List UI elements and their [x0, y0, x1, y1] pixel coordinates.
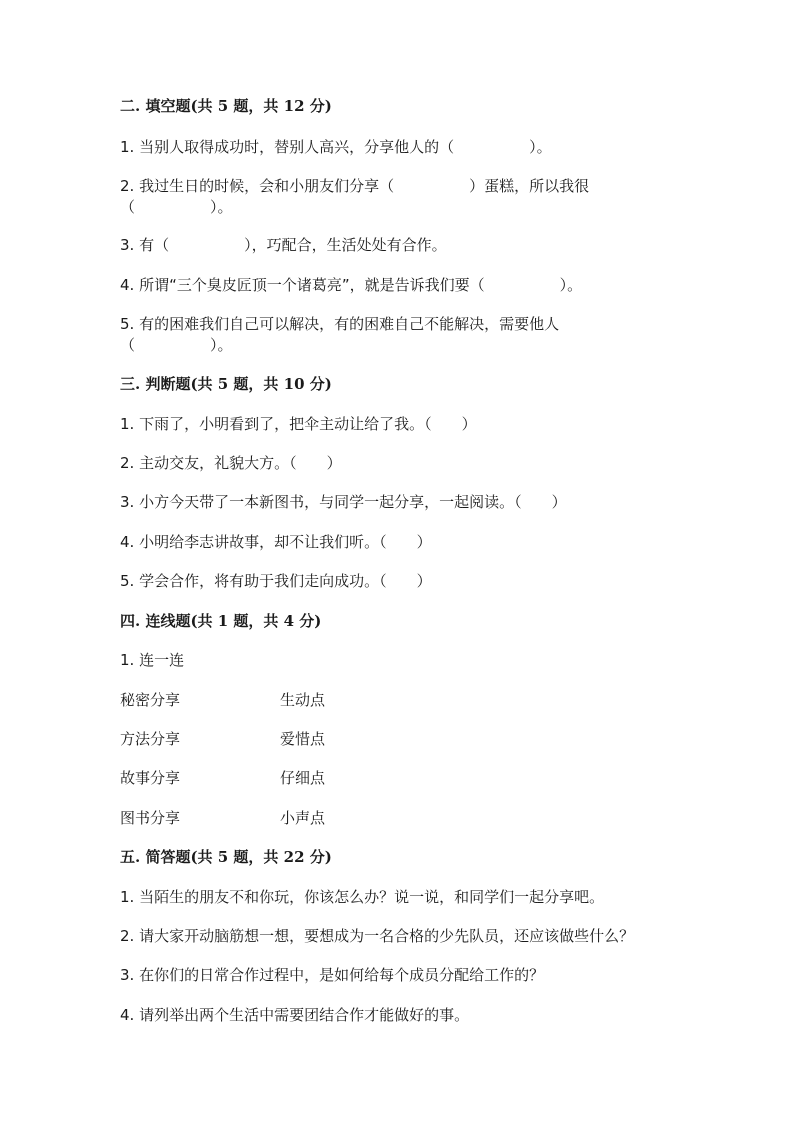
question-text: 5. 学会合作，将有助于我们走向成功。（ ）	[120, 572, 432, 590]
question-text-continued: （ ）。	[120, 198, 233, 216]
question-text-continued: （ ）。	[120, 336, 233, 354]
match-right-item: 爱惜点	[280, 730, 326, 748]
question-text: 1. 下雨了，小明看到了，把伞主动让给了我。（ ）	[120, 415, 477, 433]
question-text: 4. 所谓“三个臭皮匠顶一个诸葛亮”，就是告诉我们要（ ）。	[120, 276, 583, 294]
question-text: 3. 在你们的日常合作过程中，是如何给每个成员分配给工作的？	[120, 966, 545, 984]
question-text: 1. 连一连	[120, 651, 185, 669]
match-right-item: 小声点	[280, 809, 326, 827]
question-text: 2. 我过生日的时候，会和小朋友们分享（ ）蛋糕，所以我很	[120, 177, 590, 195]
question-text: 2. 请大家开动脑筋想一想，要想成为一名合格的少先队员，还应该做些什么？	[120, 927, 635, 945]
question-text: 3. 有（ ），巧配合，生活处处有合作。	[120, 236, 447, 254]
section-heading-short-answer: 五. 简答题(共 5 题，共 22 分)	[120, 848, 332, 866]
question-text: 3. 小方今天带了一本新图书，与同学一起分享，一起阅读。（ ）	[120, 493, 567, 511]
match-left-item: 秘密分享	[120, 691, 181, 709]
section-heading-fill-blank: 二. 填空题(共 5 题，共 12 分)	[120, 97, 332, 115]
section-heading-matching: 四. 连线题(共 1 题，共 4 分)	[120, 612, 322, 630]
section-heading-true-false: 三. 判断题(共 5 题，共 10 分)	[120, 375, 332, 393]
match-left-item: 方法分享	[120, 730, 181, 748]
question-text: 2. 主动交友，礼貌大方。（ ）	[120, 454, 342, 472]
question-text: 5. 有的困难我们自己可以解决，有的困难自己不能解决，需要他人	[120, 315, 560, 333]
question-text: 1. 当陌生的朋友不和你玩，你该怎么办？说一说，和同学们一起分享吧。	[120, 888, 605, 906]
match-right-item: 仔细点	[280, 769, 326, 787]
match-right-item: 生动点	[280, 691, 326, 709]
question-text: 4. 小明给李志讲故事，却不让我们听。（ ）	[120, 533, 432, 551]
match-left-item: 图书分享	[120, 809, 181, 827]
question-text: 1. 当别人取得成功时，替别人高兴，分享他人的（ ）。	[120, 138, 552, 156]
match-left-item: 故事分享	[120, 769, 181, 787]
question-text: 4. 请列举出两个生活中需要团结合作才能做好的事。	[120, 1006, 470, 1024]
